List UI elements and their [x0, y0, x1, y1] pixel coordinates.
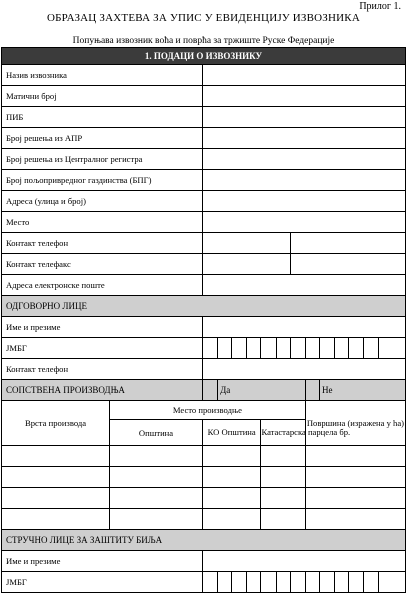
pib-input[interactable] — [202, 107, 405, 128]
municipality-cell[interactable] — [110, 446, 203, 467]
responsible-name-input[interactable] — [202, 317, 405, 338]
parcel-cell[interactable] — [261, 446, 305, 467]
jmbg-digit-box[interactable] — [335, 338, 349, 359]
cadastral-parcel-header: Катастарска парцела бр. — [261, 420, 305, 446]
jmbg-digit-box[interactable] — [232, 338, 247, 359]
parcel-cell[interactable] — [261, 467, 305, 488]
field-label: Адреса (улица и број) — [2, 191, 203, 212]
ko-cell[interactable] — [202, 509, 261, 530]
area-cell[interactable] — [305, 446, 405, 467]
jmbg-digit-box[interactable] — [378, 572, 405, 593]
responsible-phone-input[interactable] — [202, 359, 405, 380]
annex-label: Прилог 1. — [359, 1, 401, 12]
registration-number-input[interactable] — [202, 86, 405, 107]
municipality-cell[interactable] — [110, 467, 203, 488]
fax-input-2[interactable] — [290, 254, 405, 275]
jmbg-digit-box[interactable] — [232, 572, 247, 593]
jmbg-digit-box[interactable] — [349, 572, 364, 593]
jmbg-digit-box[interactable] — [261, 572, 276, 593]
form-subtitle: Попуњава извозник воћа и поврћа за тржиште Руске Федерације — [72, 36, 335, 46]
yes-label: Да — [218, 380, 306, 401]
product-type-cell[interactable] — [2, 467, 110, 488]
jmbg-digit-box[interactable] — [349, 338, 364, 359]
field-label: Број пољопривредног газдинства (БПГ) — [2, 170, 203, 191]
jmbg-digit-box[interactable] — [320, 338, 335, 359]
exporter-name-input[interactable] — [202, 65, 405, 86]
jmbg-digit-box[interactable] — [218, 338, 232, 359]
ko-cell[interactable] — [202, 467, 261, 488]
field-label: Место — [2, 212, 203, 233]
parcel-cell[interactable] — [261, 488, 305, 509]
yes-checkbox[interactable] — [202, 380, 217, 401]
no-label: Не — [320, 380, 406, 401]
jmbg-digit-box[interactable] — [290, 572, 305, 593]
jmbg-digit-box[interactable] — [202, 338, 217, 359]
product-type-header: Врста производа — [2, 401, 110, 446]
field-label: Матични број — [2, 86, 203, 107]
field-label: ЈМБГ — [2, 338, 203, 359]
email-input[interactable] — [202, 275, 405, 296]
field-label: Контакт телефакс — [2, 254, 203, 275]
exporter-form — [1, 47, 406, 593]
field-label: Контакт телефон — [2, 359, 203, 380]
phone-input-2[interactable] — [290, 233, 405, 254]
municipality-cell[interactable] — [110, 509, 203, 530]
jmbg-digit-box[interactable] — [335, 572, 349, 593]
apr-decision-input[interactable] — [202, 128, 405, 149]
jmbg-digit-box[interactable] — [364, 338, 378, 359]
field-label: ЈМБГ — [2, 572, 203, 593]
field-label: ПИБ — [2, 107, 203, 128]
address-input[interactable] — [202, 191, 405, 212]
no-checkbox[interactable] — [305, 380, 319, 401]
municipality-header: Општина — [110, 420, 203, 446]
area-cell[interactable] — [305, 488, 405, 509]
fax-input[interactable] — [202, 254, 290, 275]
field-label: Број решења из АПР — [2, 128, 203, 149]
jmbg-digit-box[interactable] — [320, 572, 335, 593]
place-input[interactable] — [202, 212, 405, 233]
area-cell[interactable] — [305, 509, 405, 530]
jmbg-digit-box[interactable] — [218, 572, 232, 593]
area-cell[interactable] — [305, 467, 405, 488]
plant-protection-header: СТРУЧНО ЛИЦЕ ЗА ЗАШТИТУ БИЉА — [2, 530, 406, 551]
jmbg-digit-box[interactable] — [202, 572, 217, 593]
jmbg-digit-box[interactable] — [290, 338, 305, 359]
area-header: Површина (изражена у ha) — [305, 401, 405, 446]
expert-name-input[interactable] — [202, 551, 405, 572]
bpg-input[interactable] — [202, 170, 405, 191]
product-type-cell[interactable] — [2, 509, 110, 530]
form-title: ОБРАЗАЦ ЗАХТЕВА ЗА УПИС У ЕВИДЕНЦИЈУ ИЗВОЗНИКА — [47, 12, 360, 24]
jmbg-digit-box[interactable] — [276, 572, 290, 593]
jmbg-digit-box[interactable] — [305, 338, 319, 359]
parcel-cell[interactable] — [261, 509, 305, 530]
section-1-header: 1. ПОДАЦИ О ИЗВОЗНИКУ — [2, 48, 406, 65]
production-place-header: Место производње — [110, 401, 306, 420]
jmbg-digit-box[interactable] — [276, 338, 290, 359]
field-label: Назив извозника — [2, 65, 203, 86]
municipality-cell[interactable] — [110, 488, 203, 509]
field-label: Име и презиме — [2, 317, 203, 338]
central-register-input[interactable] — [202, 149, 405, 170]
field-label: Контакт телефон — [2, 233, 203, 254]
ko-cell[interactable] — [202, 446, 261, 467]
jmbg-digit-box[interactable] — [305, 572, 319, 593]
jmbg-digit-box[interactable] — [364, 572, 378, 593]
own-production-header: СОПСТВЕНА ПРОИЗВОДЊА — [2, 380, 203, 401]
product-type-cell[interactable] — [2, 488, 110, 509]
phone-input[interactable] — [202, 233, 290, 254]
product-type-cell[interactable] — [2, 446, 110, 467]
ko-municipality-header: КО Општина — [202, 420, 261, 446]
ko-cell[interactable] — [202, 488, 261, 509]
field-label: Број решења из Централног регистра — [2, 149, 203, 170]
jmbg-digit-box[interactable] — [378, 338, 405, 359]
field-label: Адреса електронске поште — [2, 275, 203, 296]
jmbg-digit-box[interactable] — [247, 572, 261, 593]
jmbg-digit-box[interactable] — [247, 338, 261, 359]
jmbg-digit-box[interactable] — [261, 338, 276, 359]
responsible-person-header: ОДГОВОРНО ЛИЦЕ — [2, 296, 406, 317]
field-label: Име и презиме — [2, 551, 203, 572]
